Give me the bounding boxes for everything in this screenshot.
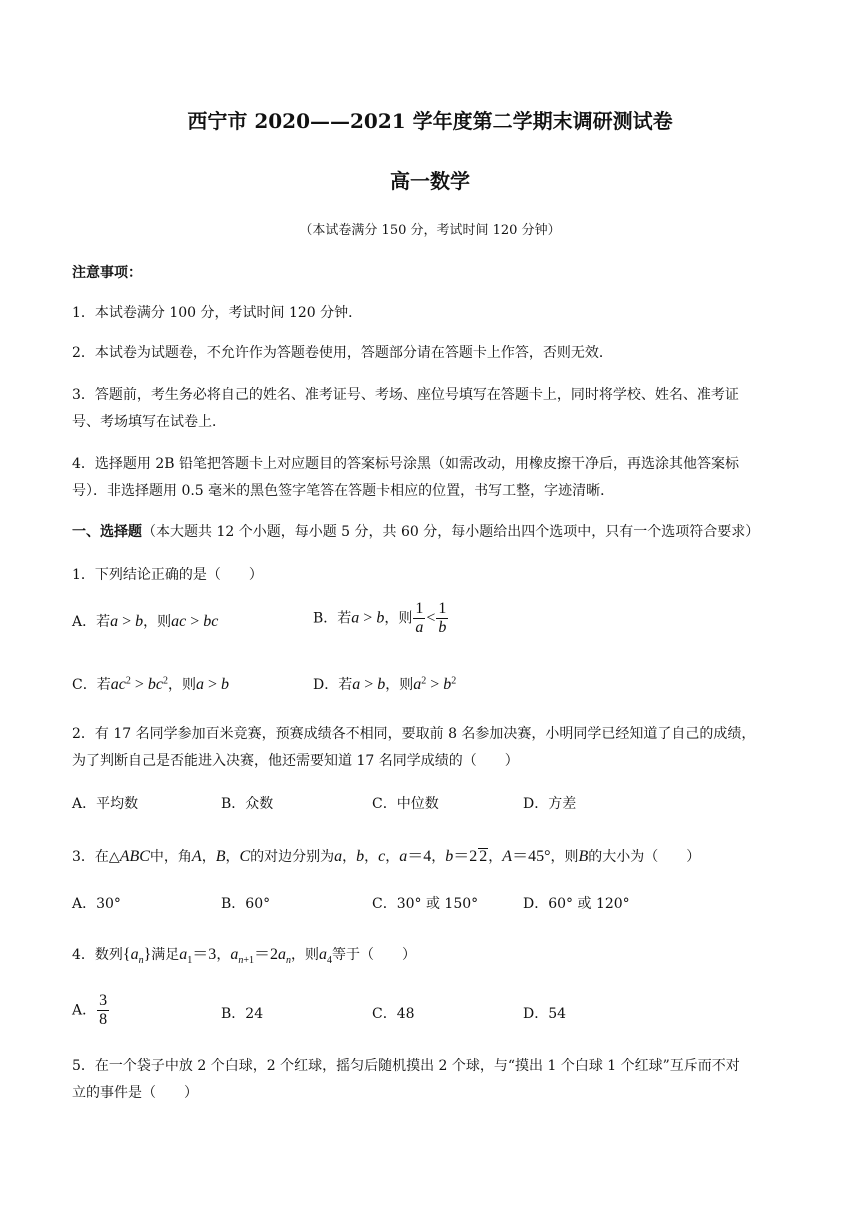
q2-option-b: B．众数 bbox=[221, 796, 274, 812]
q1-option-d: D．若a > b，则$a^2 > b^2$ bbox=[313, 675, 457, 693]
exam-note: （本试卷满分 150 分，考试时间 120 分钟） bbox=[299, 223, 561, 238]
q4-option-c: C．48 bbox=[372, 1006, 415, 1022]
q2-line1: 2．有 17 名同学参加百米竞赛，预赛成绩各不相同，要取前 8 名参加决赛，小明同学已经知道了自己的成绩， bbox=[72, 726, 756, 742]
q3-option-b: B．60° bbox=[221, 896, 271, 912]
q2-option-d: D．方差 bbox=[523, 796, 577, 812]
q2-option-c: C．中位数 bbox=[372, 796, 439, 812]
section-heading bbox=[72, 521, 759, 541]
section-desc: （本大题共 12 个小题，每小题 5 分，共 60 分，每小题给出四个选项中，只有一个选项符合要求） bbox=[142, 524, 760, 540]
q1-stem: 1．下列结论正确的是（ ） bbox=[72, 567, 263, 583]
q3-stem: 3．在△ABC中，角A，B，C的对边分别为a，b，c，a＝4，b＝2 2，A＝45°，则B的大小为（ ） bbox=[72, 848, 701, 865]
section-label: 一、选择题 bbox=[72, 524, 142, 540]
page-subtitle: 高一数学 bbox=[390, 169, 470, 193]
page-title: 西宁市 2020——2021 学年度第二学期末调研测试卷 bbox=[187, 109, 673, 133]
q5-line2: 立的事件是（ ） bbox=[72, 1085, 198, 1101]
q4-option-b: B．24 bbox=[221, 1006, 264, 1022]
notice-item-4-line2: 号）．非选择题用 0.5 毫米的黑色签字笔答在答题卡相应的位置，书写工整，字迹清晰． bbox=[72, 483, 615, 499]
q4-option-a: A． $\frac{3}{8}$ bbox=[72, 992, 108, 1028]
notice-item-1: 1．本试卷满分 100 分，考试时间 120 分钟． bbox=[72, 305, 363, 321]
q2-line2: 为了判断自己是否能进入决赛，他还需要知道 17 名同学成绩的（ ） bbox=[72, 753, 519, 769]
q1-option-a: A．若a > b，则ac > bc bbox=[72, 613, 219, 630]
q3-option-c: C．30° 或 150° bbox=[372, 896, 479, 912]
notice-item-4-line1: 4．选择题用 2B 铅笔把答题卡上对应题目的答案标号涂黑（如需改动，用橡皮擦干净后，再选涂其他答案标 bbox=[72, 456, 740, 472]
q3-option-a: A．30° bbox=[72, 896, 121, 912]
notice-item-3-line2: 号、考场填写在试卷上． bbox=[72, 414, 226, 430]
q1-option-c: C．若$ac^2 > bc^2$，则a > b bbox=[72, 675, 229, 693]
notices-heading: 注意事项： bbox=[72, 265, 142, 281]
q5-line1: 5．在一个袋子中放 2 个白球，2 个红球，摇匀后随机摸出 2 个球，与“摸出 1 个白球 1 个红球”互斥而不对 bbox=[72, 1058, 740, 1074]
q4-stem: 4．数列$\{a_n\}$满足$a_1=3$，$a_{n+1}=2a_n$，则$a_4$等于（ ） bbox=[72, 946, 416, 966]
q3-option-d: D．60° 或 120° bbox=[523, 896, 630, 912]
q4-option-d: D．54 bbox=[523, 1006, 567, 1022]
q2-option-a: A．平均数 bbox=[72, 796, 139, 812]
notice-item-3-line1: 3．答题前，考生务必将自己的姓名、准考证号、考场、座位号填写在答题卡上，同时将学校、姓名、准考证 bbox=[72, 387, 739, 403]
q1-option-b: B．若a > b，则 $\frac{1}{a}$ < $\frac{1}{b}$ bbox=[313, 600, 447, 636]
notice-item-2: 2．本试卷为试题卷，不允许作为答题卷使用，答题部分请在答题卡上作答，否则无效． bbox=[72, 345, 613, 361]
